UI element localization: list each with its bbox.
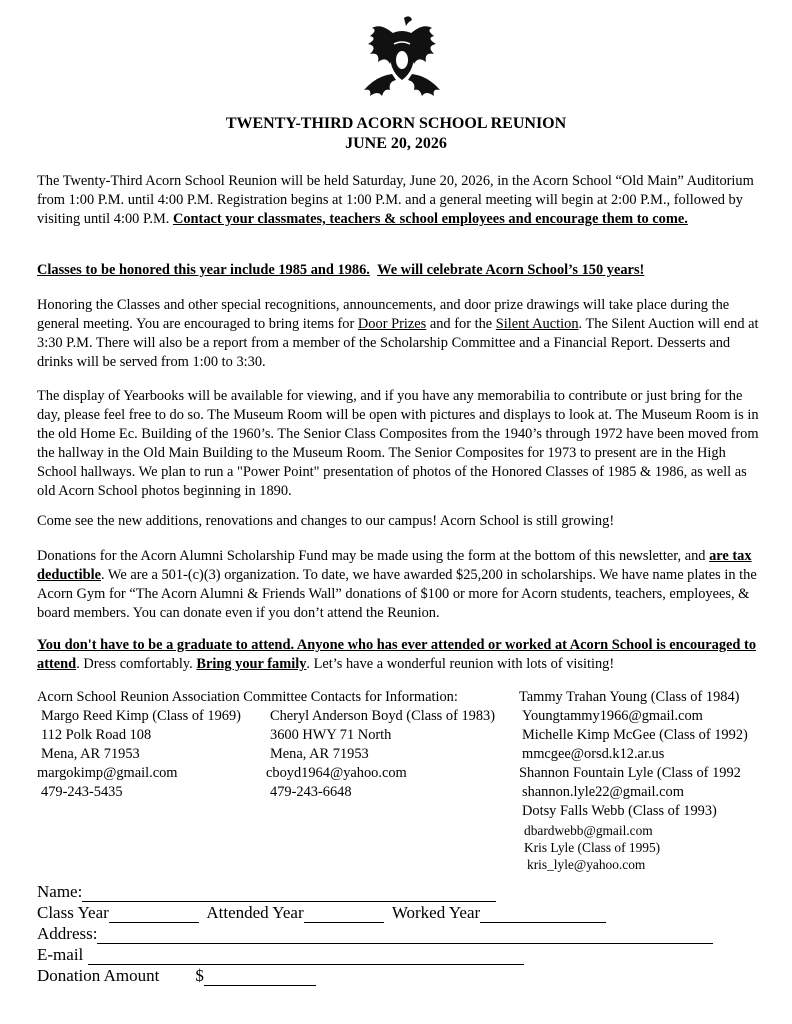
contact-shannon-email[interactable]: shannon.lyle22@gmail.com bbox=[522, 784, 684, 800]
attendance-callout: You don't have to be a graduate to attend. Anyone who has ever attended or worked at Acorn School is encouraged to attend bbox=[37, 637, 757, 672]
worked-year-label: Worked Year bbox=[391, 903, 481, 922]
donations-paragraph bbox=[37, 547, 767, 623]
door-prizes-link: Door Prizes bbox=[357, 316, 427, 332]
acorn-logo bbox=[352, 14, 452, 98]
contact-dotsy-name: Dotsy Falls Webb (Class of 1993) bbox=[522, 803, 717, 819]
yearbooks-paragraph: The display of Yearbooks will be available for viewing, and if you have any memorabilia to contribute or just bring for the day, please feel free to do so. The Museum Room will be open with pictures and displays to look at. The Museum Room is in the old Home Ec. Building of the 1960’s. The Senior Class Composites from the 1940’s through 1972 have been moved from the hallway in the Old Main Building to the Museum Room. The Senior Composites for 1973 to present are in the High School hallways. We plan to run a "Power Point" presentation of photos of the Honored Classes of 1985 & 1986, as well as old Acorn School photos beginning in 1890. bbox=[37, 388, 759, 499]
contacts-section bbox=[0, 688, 792, 872]
attended-year-field[interactable] bbox=[304, 906, 384, 923]
class-year-field[interactable] bbox=[109, 906, 199, 923]
contact-cheryl-phone: 479-243-6648 bbox=[270, 784, 352, 800]
year-row bbox=[37, 903, 606, 923]
contact-cheryl-address: 3600 HWY 71 North bbox=[270, 727, 392, 743]
attendance-text-a: . Dress comfortably. bbox=[76, 656, 197, 672]
meeting-text-a: Honoring the Classes and other special recognitions, announcements, and door prize drawings will take place during the general meeting. You are encouraged to bring items for bbox=[37, 297, 730, 332]
contact-shannon-name: Shannon Fountain Lyle (Class of 1992 bbox=[519, 765, 741, 781]
donation-row bbox=[37, 966, 316, 986]
meeting-text-b: and for the bbox=[426, 316, 496, 332]
name-field[interactable] bbox=[82, 885, 496, 902]
meeting-text-c: . The Silent Auction will end at 3:30 P.M. There will also be a report from a member of the Scholarship Committee and a Financial Report. Desserts and drinks will be served from 1:00 to 3:30. bbox=[37, 316, 759, 370]
class-year-label: Class Year bbox=[37, 903, 109, 922]
donations-text-b: . We are a 501-(c)(3) organization. To date, we have awarded $25,200 in scholarships. We have name plates in the Acorn Gym for “The Acorn Alumni & Friends Wall” donations of $100 or more for Acorn students, teachers, employees, & board members. You can donate even if you don’t attend the Reunion. bbox=[37, 567, 757, 621]
contact-cheryl-city: Mena, AR 71953 bbox=[270, 746, 369, 762]
attended-year-label: Attended Year bbox=[206, 903, 304, 922]
contact-kris-name: Kris Lyle (Class of 1995) bbox=[524, 840, 661, 855]
donation-label: Donation Amount bbox=[37, 966, 160, 985]
celebration-text: We will celebrate Acorn School’s 150 years! bbox=[377, 262, 645, 278]
email-row bbox=[37, 945, 524, 965]
name-label: Name: bbox=[37, 882, 83, 901]
contact-margo-name: Margo Reed Kimp (Class of 1969) bbox=[41, 708, 241, 724]
campus-paragraph: Come see the new additions, renovations and changes to our campus! Acorn School is still growing! bbox=[37, 513, 615, 529]
contact-margo-email[interactable]: margokimp@gmail.com bbox=[37, 765, 178, 781]
email-label: E-mail bbox=[37, 945, 84, 964]
email-field[interactable] bbox=[88, 948, 524, 965]
donation-amount-field[interactable] bbox=[204, 969, 316, 986]
contact-tammy-name: Tammy Trahan Young (Class of 1984) bbox=[519, 689, 740, 705]
contact-michelle-email[interactable]: mmcgee@orsd.k12.ar.us bbox=[522, 746, 665, 762]
address-row bbox=[37, 924, 713, 944]
bring-family-text: Bring your family bbox=[196, 656, 307, 672]
honored-classes-paragraph bbox=[37, 261, 767, 280]
contact-dotsy-email[interactable]: dbardwebb@gmail.com bbox=[524, 823, 653, 838]
contact-margo-city: Mena, AR 71953 bbox=[41, 746, 140, 762]
intro-paragraph bbox=[37, 172, 767, 229]
address-label: Address: bbox=[37, 924, 98, 943]
worked-year-field[interactable] bbox=[480, 906, 606, 923]
honored-classes-text: Classes to be honored this year include 1985 and 1986. bbox=[37, 262, 370, 278]
contact-kris-email[interactable]: kris_lyle@yahoo.com bbox=[527, 857, 646, 872]
page-title: TWENTY-THIRD ACORN SCHOOL REUNION bbox=[225, 115, 567, 132]
contact-margo-phone: 479-243-5435 bbox=[41, 784, 123, 800]
attendance-text-b: . Let’s have a wonderful reunion with lots of visiting! bbox=[306, 656, 615, 672]
address-field[interactable] bbox=[97, 927, 713, 944]
tax-deductible-text: are tax deductible bbox=[37, 548, 752, 583]
contact-cheryl-email[interactable]: cboyd1964@yahoo.com bbox=[266, 765, 407, 781]
intro-text: The Twenty-Third Acorn School Reunion will be held Saturday, June 20, 2026, in the Acorn School “Old Main” Auditorium from 1:00 P.M. until 4:00 P.M. Registration begins at 1:00 P.M. and a general meeting will begin at 2:00 P.M., followed by visiting until 4:00 P.M. bbox=[37, 173, 754, 227]
contact-cheryl-name: Cheryl Anderson Boyd (Class of 1983) bbox=[270, 708, 496, 724]
contact-margo-address: 112 Polk Road 108 bbox=[41, 727, 152, 743]
dollar-sign: $ bbox=[195, 966, 204, 985]
attendance-paragraph bbox=[37, 636, 767, 674]
contact-michelle-name: Michelle Kimp McGee (Class of 1992) bbox=[522, 727, 748, 743]
meeting-paragraph bbox=[37, 296, 767, 372]
donations-text-a: Donations for the Acorn Alumni Scholarship Fund may be made using the form at the bottom of this newsletter, and bbox=[37, 548, 710, 564]
contact-tammy-email[interactable]: Youngtammy1966@gmail.com bbox=[522, 708, 703, 724]
contacts-heading: Acorn School Reunion Association Committee Contacts for Information: bbox=[37, 689, 458, 705]
name-row bbox=[37, 882, 496, 902]
contact-callout: Contact your classmates, teachers & school employees and encourage them to come. bbox=[172, 211, 688, 227]
silent-auction-link: Silent Auction bbox=[495, 316, 579, 332]
event-date: JUNE 20, 2026 bbox=[345, 135, 447, 152]
